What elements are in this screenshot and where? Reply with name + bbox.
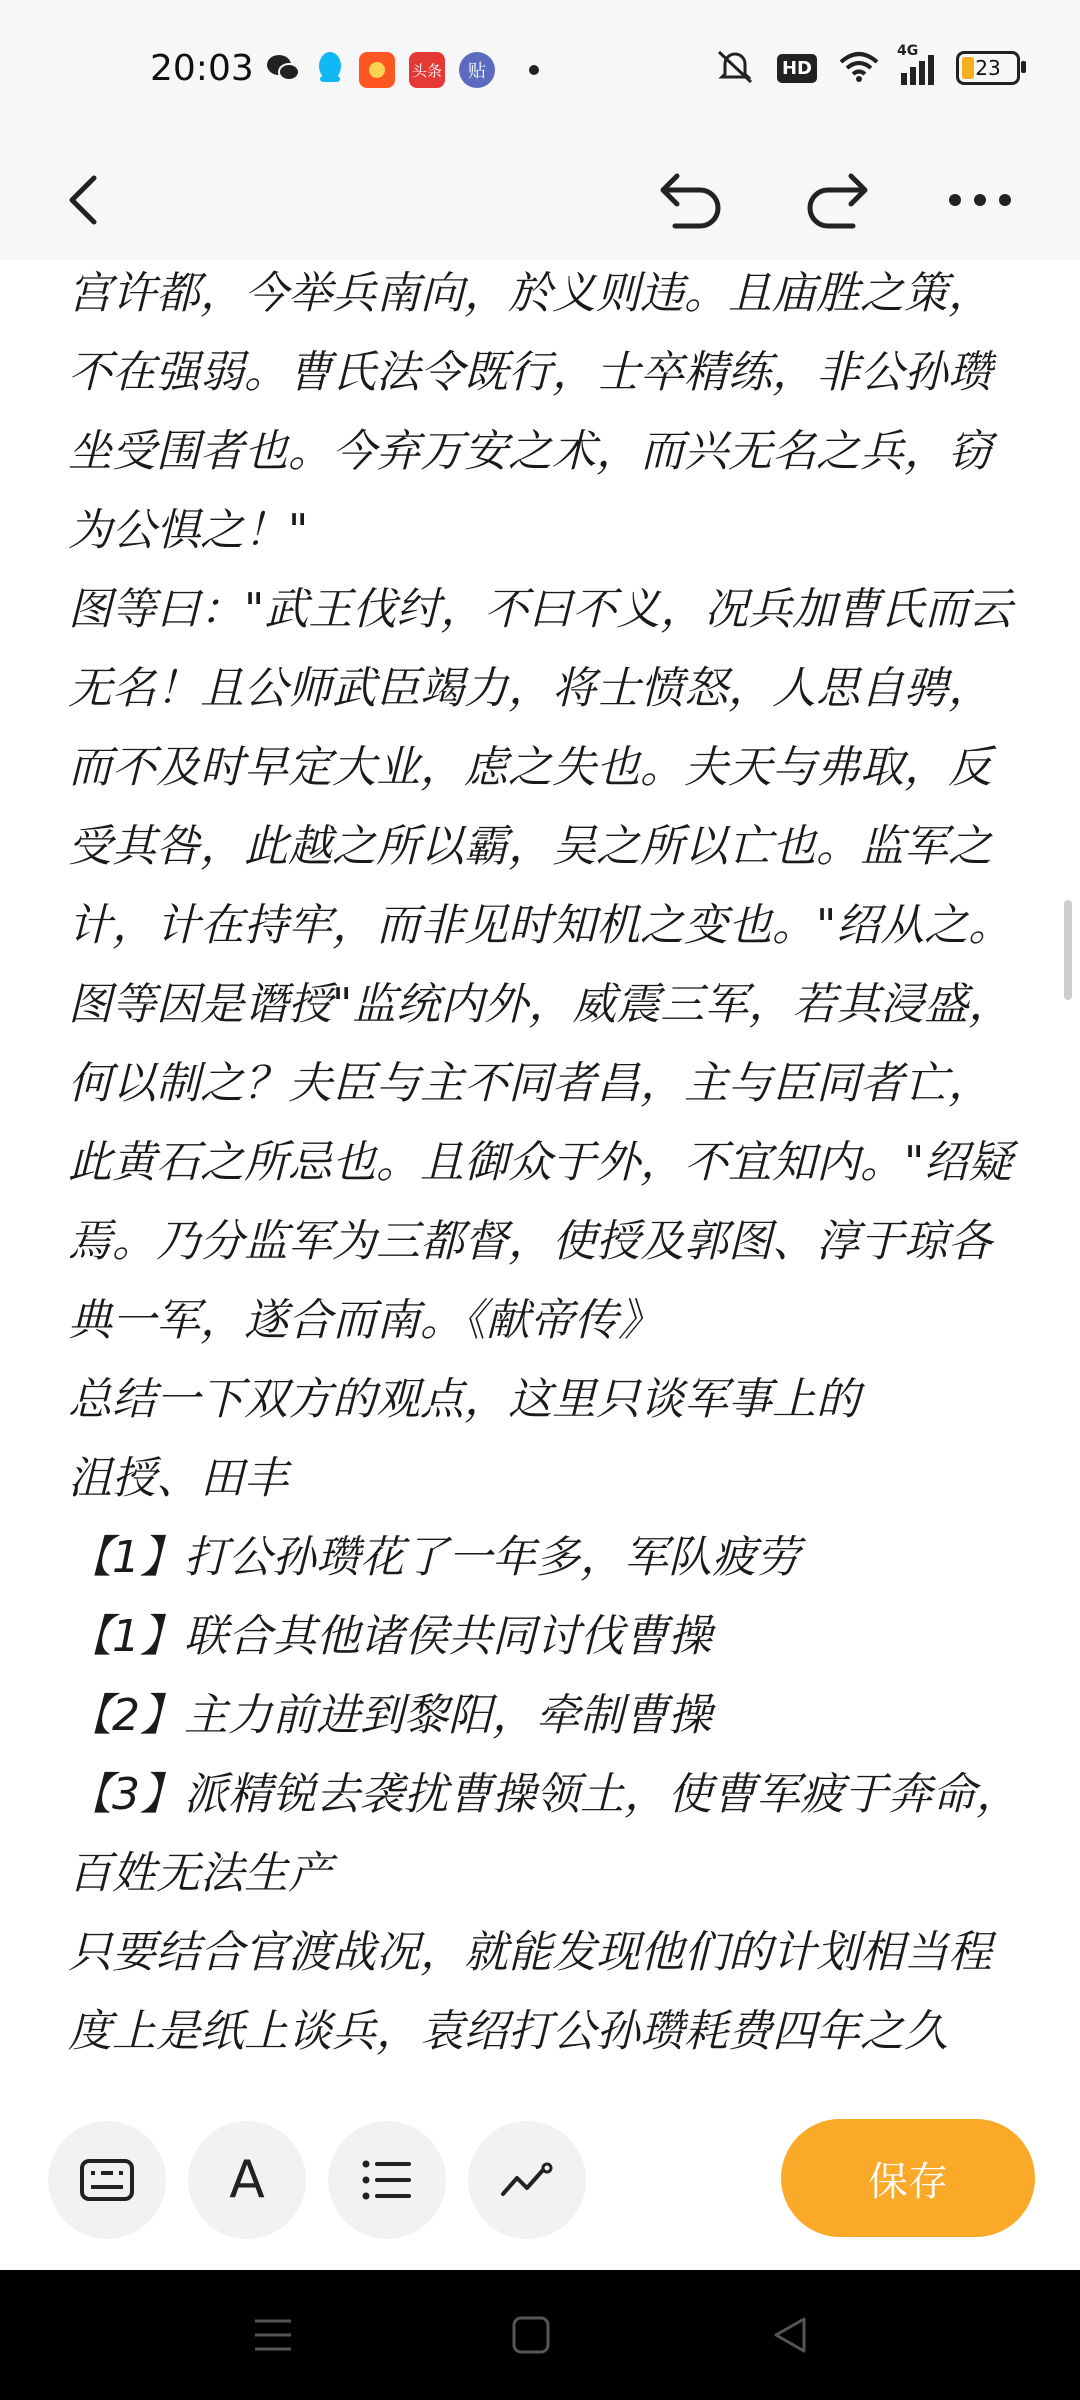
paragraph[interactable]: 只要结合官渡战况，就能发现他们的计划相当程度上是纸上谈兵，袁绍打公孙瓒耗费四年之久: [68, 1927, 992, 2057]
status-time: 20:03: [150, 48, 254, 89]
battery-level: 23: [975, 56, 1001, 80]
system-navigation-bar: [0, 2270, 1080, 2400]
hd-icon: HD: [777, 54, 817, 83]
text-format-button[interactable]: [188, 2121, 306, 2239]
menu-icon: [253, 2317, 293, 2353]
back-nav-button[interactable]: [760, 2305, 820, 2365]
redo-button[interactable]: [798, 160, 878, 240]
tieba-icon: 贴: [459, 52, 495, 88]
bottom-toolbar: [0, 2085, 1080, 2270]
keyboard-icon: [79, 2158, 135, 2202]
redo-icon: [803, 170, 873, 230]
keyboard-button[interactable]: [48, 2121, 166, 2239]
scrollbar-thumb[interactable]: [1064, 900, 1072, 1000]
document-editor[interactable]: [0, 260, 1080, 2085]
notification-icons: [265, 50, 539, 90]
triangle-back-icon: [770, 2315, 810, 2355]
paragraph[interactable]: 【1】打公孙瓒花了一年多，军队疲劳: [68, 1532, 800, 1583]
more-icon: [947, 192, 1013, 208]
status-bar: [0, 0, 1080, 140]
paragraph[interactable]: 【2】主力前进到黎阳，牵制曹操: [68, 1690, 712, 1741]
paragraph[interactable]: 图等曰："武王伐纣，不曰不义，况兵加曹氏而云无名！且公师武臣竭力，将士愤怒，人思自骋，而不及时早定大业，虑之失也。夫天与弗取，反受其咎，此越之所以霸，吴之所以亡也。监军之计，计在持牢，而非见时知机之变也。"绍从之。: [68, 584, 1013, 951]
qq-icon: [315, 50, 345, 90]
more-notifications-dot: [529, 65, 539, 75]
handwriting-icon: [499, 2158, 555, 2202]
document-text[interactable]: [68, 260, 1028, 2071]
system-icons: [715, 43, 1020, 88]
paragraph[interactable]: 图等因是谮授"监统内外，威震三军，若其浸盛，何以制之？夫臣与主不同者昌，主与臣同者亡，此黄石之所忌也。且御众于外，不宜知内。"绍疑焉。乃分监军为三都督，使授及郭图、淳于琼各典一军，遂合而南。《献帝传》: [68, 979, 1013, 1346]
taobao-icon: [359, 52, 395, 88]
text-format-icon: A: [229, 2150, 265, 2210]
more-button[interactable]: [940, 160, 1020, 240]
battery-icon: [956, 51, 1020, 85]
list-icon: [361, 2158, 413, 2202]
paragraph[interactable]: 宫许都，今举兵南向，於义则违。且庙胜之策，不在强弱。曹氏法令既行，士卒精练，非公孙瓒坐受围者也。今弃万安之术，而兴无名之兵，窃为公惧之！": [68, 268, 992, 556]
back-button[interactable]: [44, 160, 124, 240]
wifi-icon: [839, 50, 879, 86]
mute-icon: [715, 48, 755, 88]
recents-button[interactable]: [243, 2305, 303, 2365]
save-button[interactable]: 保存: [781, 2119, 1035, 2237]
home-button[interactable]: [501, 2305, 561, 2365]
paragraph[interactable]: 总结一下双方的观点，这里只谈军事上的: [68, 1374, 860, 1425]
paragraph[interactable]: 【3】派精锐去袭扰曹操领土，使曹军疲于奔命，百姓无法生产: [68, 1769, 1020, 1899]
home-icon: [511, 2315, 551, 2355]
undo-icon: [655, 170, 725, 230]
wechat-icon: [265, 52, 301, 88]
cellular-signal-icon: 4G: [901, 51, 934, 85]
undo-button[interactable]: [650, 160, 730, 240]
back-icon: [64, 172, 104, 228]
handwriting-button[interactable]: [468, 2121, 586, 2239]
editor-toolbar: [0, 140, 1080, 260]
list-button[interactable]: [328, 2121, 446, 2239]
paragraph[interactable]: 沮授、田丰: [68, 1453, 288, 1504]
toutiao-icon: 头条: [409, 52, 445, 88]
paragraph[interactable]: 【1】联合其他诸侯共同讨伐曹操: [68, 1611, 712, 1662]
